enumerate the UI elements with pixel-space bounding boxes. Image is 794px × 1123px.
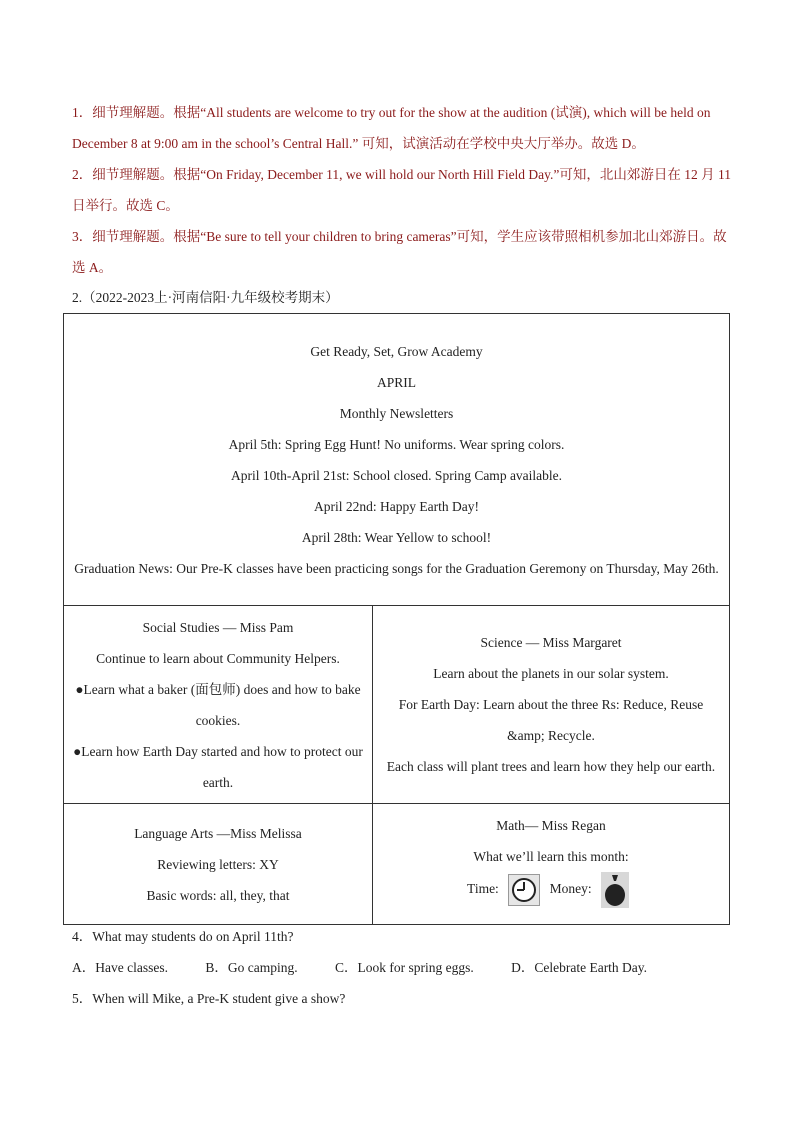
- language-arts-line: Basic words: all, they, that: [146, 887, 290, 903]
- option-b[interactable]: B．Go camping.: [205, 960, 298, 975]
- newsletter-table: [63, 313, 730, 925]
- answer-1: 1．细节理解题。根据“All students are welcome to try out for the show at the audition (试演), which will be held on December 8 at 9:00 am in the school’s Central Hall.” 可知，试演活动在学校中央大厅举办。故选 D。: [72, 105, 711, 151]
- event-item: April 28th: Wear Yellow to school!: [301, 529, 492, 545]
- question-4: 4．What may students do on April 11th?: [72, 929, 294, 944]
- money-label: Money:: [549, 881, 592, 897]
- social-studies-cell: [64, 606, 373, 804]
- event-item: April 22nd: Happy Earth Day!: [314, 498, 479, 514]
- math-cell: [373, 804, 730, 925]
- science-line: Learn about the planets in our solar system.: [433, 666, 669, 681]
- event-item: April 5th: Spring Egg Hunt! No uniforms. Wear spring colors.: [228, 436, 565, 452]
- question-4-options: [72, 952, 732, 983]
- language-arts-cell: [64, 804, 373, 925]
- math-line: What we’ll learn this month:: [473, 849, 629, 864]
- questions-block: [72, 921, 732, 1014]
- graduation-news: Graduation News: Our Pre-K classes have been practicing songs for the Graduation Geremony on Thursday, May 26th.: [74, 560, 719, 576]
- clock-icon: [508, 874, 540, 906]
- math-title: Math— Miss Regan: [496, 818, 606, 833]
- science-cell: [373, 606, 730, 804]
- social-studies-bullet: ●Learn how Earth Day started and how to protect our earth.: [73, 743, 363, 790]
- science-title: Science — Miss Margaret: [480, 635, 622, 650]
- question-5: 5．When will Mike, a Pre-K student give a show?: [72, 991, 346, 1006]
- newsletter-month: APRIL: [376, 374, 416, 390]
- newsletter-subtitle: Monthly Newsletters: [339, 405, 454, 421]
- question-source-header: 2.（2022-2023上·河南信阳·九年级校考期末）: [72, 290, 339, 305]
- school-name: Get Ready, Set, Grow Academy: [310, 343, 483, 359]
- answer-explanations: [72, 97, 732, 283]
- math-icons-row: [379, 872, 723, 908]
- newsletter-header-cell: [64, 314, 730, 606]
- time-label: Time:: [467, 881, 499, 897]
- event-item: April 10th-April 21st: School closed. Spring Camp available.: [230, 467, 563, 483]
- answer-2: 2．细节理解题。根据“On Friday, December 11, we will hold our North Hill Field Day.”可知，北山郊游日在 12 月 11 日举行。故选 C。: [72, 167, 732, 213]
- science-line: For Earth Day: Learn about the three Rs: Reduce, Reuse &amp; Recycle.: [398, 697, 704, 743]
- social-studies-bullet: ●Learn what a baker (面包师) does and how to bake cookies.: [75, 681, 361, 728]
- language-arts-line: Reviewing letters: XY: [157, 856, 279, 872]
- science-line: Each class will plant trees and learn how they help our earth.: [386, 759, 716, 774]
- answer-3: 3．细节理解题。根据“Be sure to tell your children to bring cameras”可知，学生应该带照相机参加北山郊游日。故选 A。: [72, 229, 727, 275]
- option-d[interactable]: D．Celebrate Earth Day.: [511, 960, 648, 975]
- option-a[interactable]: A．Have classes.: [72, 960, 168, 975]
- option-c[interactable]: C．Look for spring eggs.: [334, 960, 474, 975]
- money-bag-icon: [601, 872, 629, 908]
- language-arts-title: Language Arts —Miss Melissa: [134, 825, 302, 841]
- social-studies-title: Social Studies — Miss Pam: [142, 619, 294, 635]
- social-studies-line: Continue to learn about Community Helpers.: [96, 650, 340, 666]
